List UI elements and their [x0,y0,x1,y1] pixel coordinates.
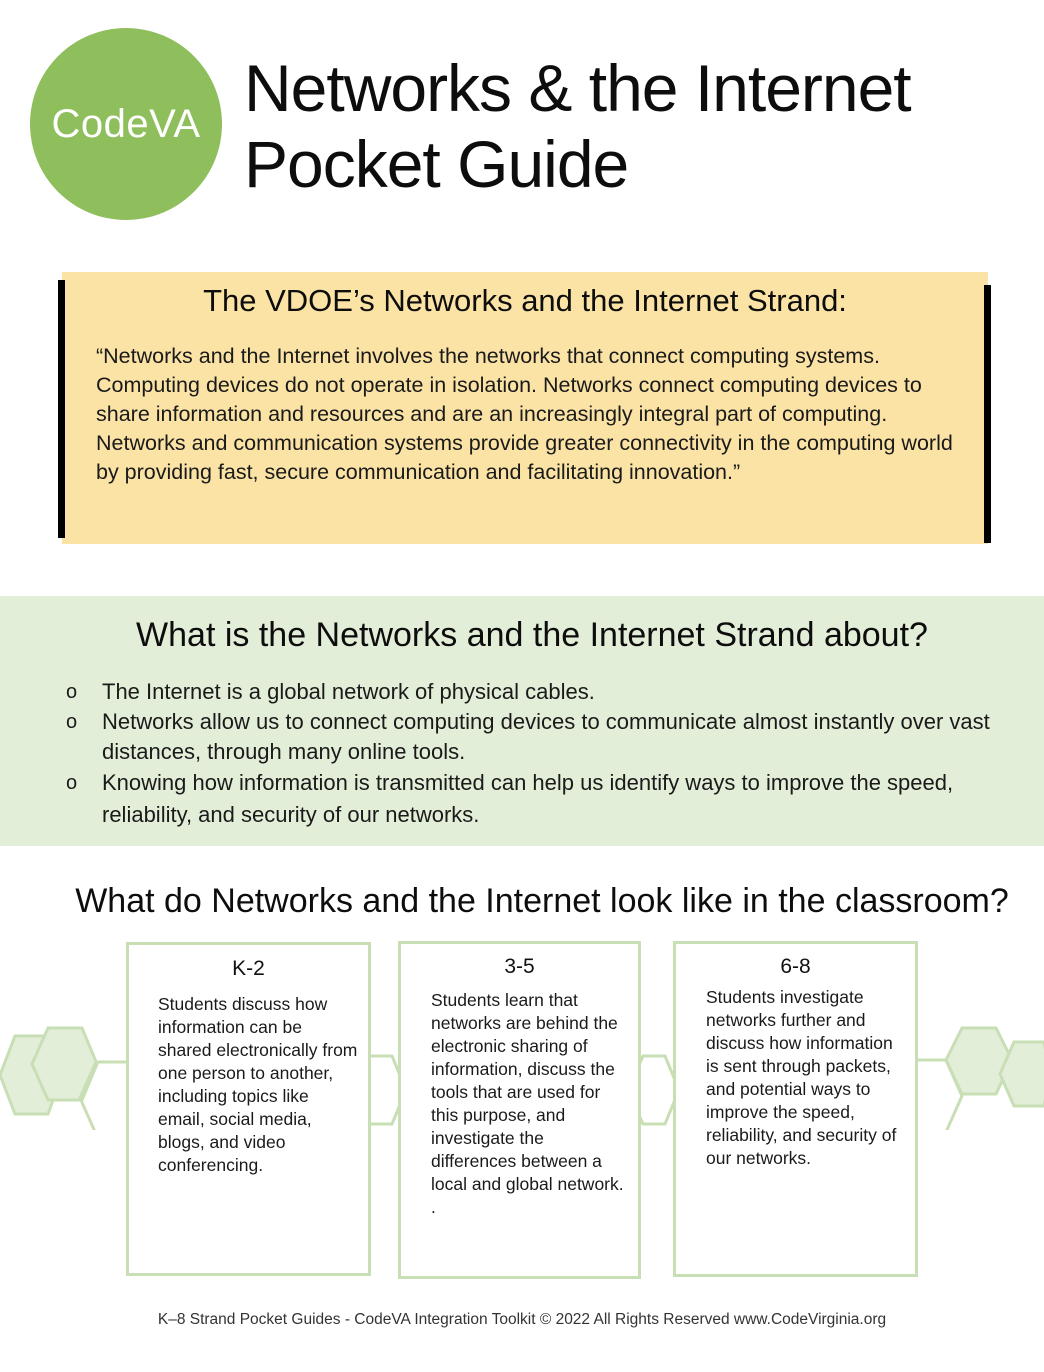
grade-card-6-8 [673,941,918,1277]
title-line-1: Networks & the Internet [244,51,911,125]
codeva-logo [30,28,222,220]
logo-text: CodeVA [51,101,201,146]
about-heading: What is the Networks and the Internet Strand about? [136,616,928,654]
strand-heading: The VDOE’s Networks and the Internet Strand: [203,283,847,318]
card-text: Students learn that networks are behind the electronic sharing of information, discuss the tools that are used for this purpose, and investigate the differences between a local and global network. . [431,990,624,1217]
page-title [244,50,1004,202]
title-line-2: Pocket Guide [244,127,629,201]
about-list [66,677,996,831]
hexagon-shape [946,1028,1012,1094]
quote-bar-right [984,285,991,543]
classroom-heading: What do Networks and the Internet look like in the classroom? [75,882,1009,920]
grade-card-3-5 [398,941,641,1279]
card-grade-label: K-2 [232,957,265,980]
list-item [66,767,996,831]
footer-text: K–8 Strand Pocket Guides - CodeVA Integration Toolkit © 2022 All Rights Reserved www.CodeVirginia.org [157,1311,887,1328]
bullet-icon: o [66,772,78,794]
strand-quote: “Networks and the Internet involves the networks that connect computing systems. Computing devices do not operate in isolation. Networks connect computing devices to share information and resources and are an increasingly integral part of computing. Networks and communication systems provide greater connectivity in the computing world by providing fast, secure communication and facilitating innovation.” [96,344,953,484]
hexagon-shape [32,1028,97,1100]
list-item [66,707,996,767]
list-item [66,677,996,707]
card-grade-label: 6-8 [780,955,811,978]
list-item-text: Knowing how information is transmitted can help us identify ways to improve the speed, reliability, and security of our networks. [102,770,954,827]
card-grade-label: 3-5 [504,955,535,978]
bullet-icon: o [66,711,78,733]
grade-card-k2 [126,942,371,1276]
card-text: Students discuss how information can be shared electronically from one person to another, including topics like email, social media, blogs, and video conferencing. [158,994,358,1175]
card-text: Students investigate networks further and discuss how information is sent through packets, and potential ways to improve the speed, reliability, and security of our networks. [706,987,897,1168]
bullet-icon: o [66,681,78,703]
list-item-text: The Internet is a global network of physical cables. [102,679,595,704]
list-item-text: Networks allow us to connect computing devices to communicate almost instantly over vast distances, through many online tools. [102,709,990,764]
